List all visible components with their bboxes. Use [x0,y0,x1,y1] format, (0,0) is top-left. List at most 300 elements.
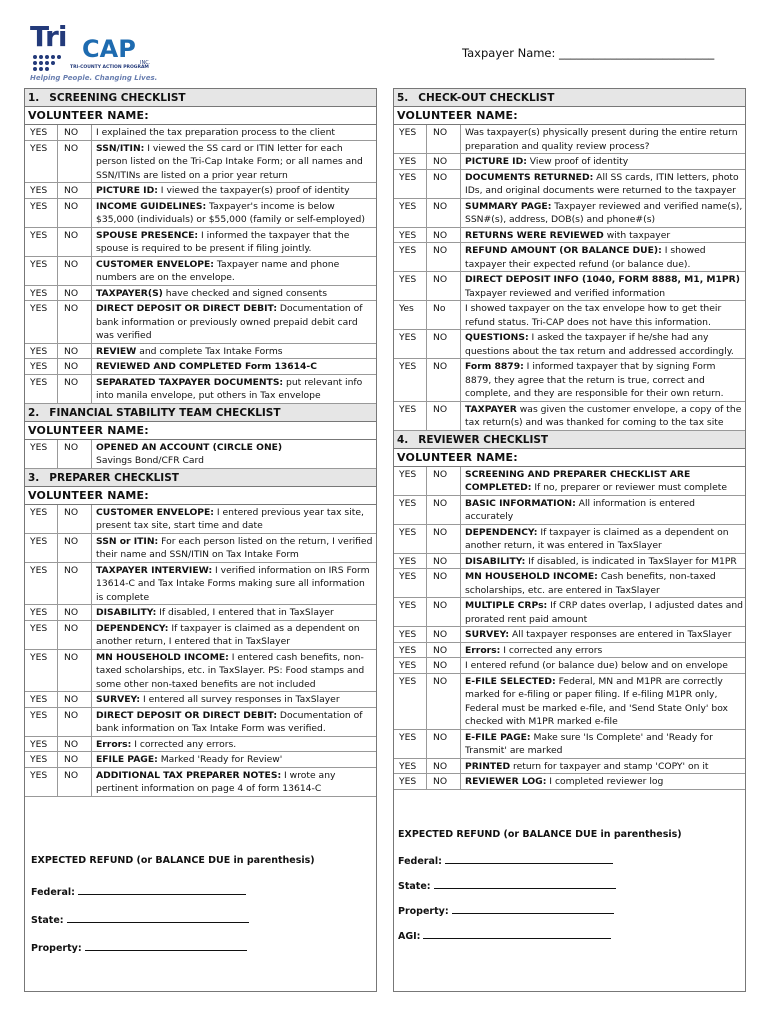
yes-option[interactable]: YES [394,525,427,553]
yes-option[interactable]: YES [394,170,427,198]
yes-option[interactable]: YES [25,286,58,301]
no-option[interactable]: NO [58,563,92,605]
checklist-row [394,301,745,330]
yes-option[interactable]: YES [25,344,58,359]
no-option[interactable]: NO [58,605,92,620]
checklist-item-heading: TAXPAYER INTERVIEW: [96,564,213,576]
no-option[interactable]: NO [58,737,92,752]
checklist-row [25,563,376,606]
checklist-row [394,730,745,759]
federal-field[interactable] [398,854,613,867]
yes-option[interactable]: YES [394,228,427,243]
state-field[interactable] [398,879,616,892]
property-line[interactable] [85,941,247,951]
section-2-header [25,404,376,422]
yes-option[interactable]: YES [394,154,427,169]
yes-option[interactable]: YES [25,183,58,198]
checklist-row [394,125,745,154]
checklist-item-heading: PICTURE ID: [465,156,527,167]
checklist-item-heading: DIRECT DEPOSIT INFO (1040, FORM 8888, M1, M1PR) [465,274,740,285]
checklist-item-heading: E-FILE SELECTED: [465,675,556,687]
checklist-item-heading: Errors: [465,644,501,656]
checklist-row [394,569,745,598]
yes-option[interactable]: YES [394,627,427,642]
checklist-row [25,359,376,375]
checklist-item-text [92,286,376,301]
yes-option[interactable]: YES [25,563,58,605]
checklist-item-description: If no, preparer or reviewer must complete [531,482,727,493]
checklist-item-description: For each person listed on the return, I verified their name and SSN/ITIN on Tax Intake Form [96,535,373,560]
checklist-item-heading: ADDITIONAL TAX PREPARER NOTES: [96,769,282,781]
federal-line[interactable] [445,854,613,864]
checklist-item-description: If disabled, I entered that in TaxSlayer [156,607,334,618]
section-title: SCREENING CHECKLIST [49,92,186,104]
checklist-item-text [92,650,376,692]
checklist-item-text [461,554,745,569]
checklist-item-heading: DEPENDENCY: [465,526,538,538]
federal-field[interactable] [31,885,246,898]
checklist-item-text [92,534,376,562]
checklist-item-description: All information is entered accurately [465,497,695,522]
checklist-item-heading: SSN or ITIN: [96,535,159,547]
yes-option[interactable]: YES [394,272,427,300]
yes-option[interactable]: YES [25,257,58,285]
checklist-item-heading: CUSTOMER ENVELOPE: [96,506,214,518]
checklist-item-text [92,621,376,649]
checklist-item-heading: MN HOUSEHOLD INCOME: [96,651,229,663]
checklist-item-heading: REFUND AMOUNT (OR BALANCE DUE): [465,245,662,256]
taxpayer-name-field[interactable]: Taxpayer Name: ___________________________ [462,46,715,60]
yes-option[interactable]: YES [394,554,427,569]
logo-tri-text: Tri [30,20,67,53]
checklist-row [25,228,376,257]
yes-option[interactable]: YES [394,759,427,774]
checklist-row [25,301,376,344]
yes-option[interactable]: YES [25,708,58,736]
checklist-item-description: Make sure 'Is Complete' and 'Ready for Transmit' are marked [465,731,713,756]
no-option[interactable]: NO [427,359,461,401]
checklist-item-description: I entered refund (or balance due) below and on envelope [465,660,728,671]
checklist-item-description: All taxpayer responses are entered in TaxSlayer [509,629,732,640]
checklist-row [394,554,745,570]
checklist-item-description: Taxpayer name and phone numbers are on the envelope. [96,258,340,283]
checklist-item-text [461,774,745,789]
federal-line[interactable] [78,885,246,895]
yes-option[interactable]: YES [394,658,427,673]
no-option[interactable]: NO [58,141,92,183]
checklist-item-text [92,768,376,796]
property-field[interactable] [31,941,247,954]
checklist-row [394,774,745,790]
checklist-item-text [92,141,376,183]
checklist-item-description: have checked and signed consents [162,287,328,299]
no-option[interactable]: NO [427,154,461,169]
federal-label: Federal: [31,887,75,898]
checklist-item-description: Taxpayer reviewed and verified information [465,287,666,299]
no-option[interactable]: NO [427,674,461,729]
checklist-row [25,534,376,563]
yes-option[interactable]: YES [394,467,427,495]
no-option[interactable]: NO [427,554,461,569]
section-4-header [394,431,745,449]
yes-option[interactable]: YES [394,569,427,597]
federal-label: Federal: [398,856,442,867]
checklist-item-description: Cash benefits, non-taxed scholarships, etc. are entered in TaxSlayer [465,571,716,596]
checklist-item-text [461,658,745,673]
no-option[interactable]: NO [58,534,92,562]
section-number: 5. [397,92,409,104]
section-number: 2. [28,406,40,419]
checklist-item-heading: REVIEWER LOG: [465,776,547,787]
volunteer-name-label: VOLUNTEER NAME: [28,109,149,122]
logo-cap-text: CAP [82,35,136,63]
checklist-item-text [92,228,376,256]
checklist-item-heading: Errors: [96,738,132,750]
no-option[interactable]: NO [58,228,92,256]
checklist-row [394,467,745,496]
checklist-item-heading: DISABILITY: [96,607,157,618]
no-option[interactable]: NO [427,243,461,271]
volunteer-name-field[interactable] [25,422,376,440]
checklist-row [25,752,376,768]
checklist-item-text [461,243,745,271]
section-5-rows [394,125,745,431]
checklist-item-heading: DIRECT DEPOSIT OR DIRECT DEBIT: [96,709,277,721]
no-option[interactable]: NO [58,752,92,767]
agi-field[interactable] [398,929,611,942]
checklist-item-text [461,525,745,553]
tri-cap-logo [30,22,160,84]
no-option[interactable]: NO [58,621,92,649]
expected-refund-label: EXPECTED REFUND (or BALANCE DUE in parenthesis) [398,829,682,840]
no-option[interactable]: NO [427,228,461,243]
checklist-item-heading: PRINTED [465,760,511,772]
checklist-row [394,154,745,170]
yes-option[interactable]: YES [25,301,58,343]
section-3-rows [25,505,376,797]
checklist-item-heading: REVIEWED AND COMPLETED Form 13614-C [96,361,317,372]
checklist-item-description: I wrote any pertinent information on page 4 of form 13614-C [96,769,336,794]
yes-option[interactable]: YES [25,141,58,183]
no-option[interactable]: NO [58,183,92,198]
checklist-item-description: I entered all survey responses in TaxSlayer [140,694,340,705]
no-option[interactable]: NO [427,658,461,673]
checklist-item-text [461,359,745,401]
yes-option[interactable]: YES [394,402,427,430]
checklist-row [394,402,745,431]
checklist-item-description: I informed taxpayer that by signing Form 8879, they agree that the return is true, correct and complete, and they are responsible for their own return. [465,361,724,399]
yes-option[interactable]: YES [25,605,58,620]
yes-option[interactable]: YES [25,752,58,767]
checklist-item-text [92,125,376,140]
checklist-row [394,627,745,643]
checklist-row [394,228,745,244]
yes-option[interactable]: YES [394,774,427,789]
checklist-item-text [92,257,376,285]
checklist-row [25,621,376,650]
yes-option[interactable]: YES [394,199,427,227]
no-option[interactable]: NO [427,170,461,198]
checklist-item-text [461,170,745,198]
checklist-item-text [461,154,745,169]
no-option[interactable]: No [427,301,461,329]
state-label: State: [31,915,64,926]
logo-inc: INC. [140,60,151,66]
checklist-row [394,658,745,674]
checklist-item-text [92,344,376,359]
no-option[interactable]: NO [58,692,92,707]
checklist-item-description: was given the customer envelope, a copy of the tax return(s) and was thanked for coming to the tax site [465,403,742,428]
checklist-item-description: I viewed the SS card or ITIN letter for each person listed on the Tri-Cap Intake Form; or all names and SSN/ITINs are listed on a prior year return [96,142,363,181]
yes-option[interactable]: YES [25,440,58,468]
agi-line[interactable] [423,929,611,939]
checklist-item-heading: Form 8879: [465,361,524,372]
checklist-row [25,183,376,199]
no-option[interactable]: NO [58,375,92,403]
no-option[interactable]: NO [58,199,92,227]
checklist-row [394,170,745,199]
logo-tagline: Helping People. Changing Lives. [30,74,158,82]
no-option[interactable]: NO [427,496,461,524]
checklist-item-heading: E-FILE PAGE: [465,731,531,743]
checklist-row [25,708,376,737]
checklist-row [25,737,376,753]
checklist-item-description: and complete Tax Intake Forms [136,345,283,357]
checklist-item-description: I completed reviewer log [546,776,664,787]
section-1-rows [25,125,376,404]
yes-option[interactable]: YES [25,359,58,374]
no-option[interactable]: NO [427,199,461,227]
checklist-item-heading: DOCUMENTS RETURNED: [465,171,594,183]
yes-option[interactable]: YES [25,228,58,256]
checklist-item-text [461,272,745,300]
checklist-item-text [92,708,376,736]
checklist-item-description: Taxpayer reviewed and verified name(s), SSN#(s), address, DOB(s) and phone#(s) [465,200,743,225]
checklist-item-heading: SCREENING AND PREPARER CHECKLIST ARE COMPLETED: [465,468,691,493]
checklist-item-description: I corrected any errors. [131,738,237,750]
volunteer-name-field[interactable] [394,449,745,467]
checklist-row [25,505,376,534]
checklist-item-description: Documentation of bank information on Tax Intake Form was verified. [96,709,363,734]
volunteer-name-field[interactable] [25,107,376,125]
yes-option[interactable]: YES [394,496,427,524]
checklist-item-text [461,467,745,495]
yes-option[interactable]: YES [25,534,58,562]
yes-option[interactable]: YES [25,199,58,227]
section-title: PREPARER CHECKLIST [49,471,179,484]
checklist-item-text [461,643,745,658]
left-column [24,88,377,992]
checklist-item-description: I informed the taxpayer that the spouse is required to be present if filing jointly. [96,229,350,254]
checklist-item-description: with taxpayer [603,229,671,241]
state-label: State: [398,881,431,892]
no-option[interactable]: NO [58,505,92,533]
checklist-item-heading: OPENED AN ACCOUNT (CIRCLE ONE) [96,441,283,453]
yes-option[interactable]: YES [25,768,58,796]
checklist-item-heading: SSN/ITIN: [96,142,145,154]
no-option[interactable]: NO [58,440,92,468]
section-5-header [394,89,745,107]
property-field[interactable] [398,904,614,917]
checklist-item-description: Taxpayer's income is below $35,000 (individuals) or $55,000 (family or self-employed) [96,200,365,225]
checklist-row [394,674,745,730]
yes-option[interactable]: YES [25,505,58,533]
checklist-item-description: If disabled, is indicated in TaxSlayer for M1PR [525,555,737,567]
no-option[interactable]: NO [427,643,461,658]
checklist-item-text [461,759,745,774]
state-line[interactable] [67,913,249,923]
checklist-item-text [461,730,745,758]
yes-option[interactable]: YES [394,674,427,729]
checklist-item-heading: MULTIPLE CRPs: [465,600,548,611]
no-option[interactable]: NO [427,759,461,774]
yes-option[interactable]: YES [25,621,58,649]
state-line[interactable] [434,879,616,889]
checklist-row [25,605,376,621]
checklist-item-description: Was taxpayer(s) physically present during the entire return preparation and quality review process? [465,127,738,152]
property-label: Property: [398,906,449,917]
checklist-item-heading: TAXPAYER(S) [96,287,163,299]
yes-option[interactable]: YES [394,243,427,271]
checklist-item-text [461,674,745,729]
volunteer-name-label: VOLUNTEER NAME: [28,488,149,502]
volunteer-name-label: VOLUNTEER NAME: [397,109,518,122]
agi-label: AGI: [398,931,421,942]
no-option[interactable]: NO [58,257,92,285]
no-option[interactable]: NO [427,730,461,758]
checklist-item-heading: DISABILITY: [465,555,526,567]
checklist-item-description: I corrected any errors [500,644,603,656]
checklist-item-description: Federal, MN and M1PR are correctly marked for e-filing or paper filing. If e-filing M1PR only, Federal must be marked e-file, and 'Send State Only' box checked with M1PR marked e-file [465,675,728,727]
yes-option[interactable]: YES [25,737,58,752]
no-option[interactable]: NO [58,768,92,796]
yes-option[interactable]: YES [394,598,427,626]
checklist-item-heading: QUESTIONS: [465,332,529,343]
section-number: 3. [28,471,40,484]
checklist-item-description: Documentation of bank information or previously owned prepaid debit card was verified [96,303,363,341]
checklist-item-text [461,199,745,227]
checklist-item-heading: BASIC INFORMATION: [465,497,576,509]
checklist-item-heading: DIRECT DEPOSIT OR DIRECT DEBIT: [96,303,277,314]
checklist-row [394,598,745,627]
volunteer-name-label: VOLUNTEER NAME: [28,423,149,437]
yes-option[interactable]: YES [394,643,427,658]
no-option[interactable]: NO [427,330,461,358]
no-option[interactable]: NO [58,301,92,343]
checklist-row [394,199,745,228]
yes-option[interactable]: YES [394,359,427,401]
checklist-item-description: All SS cards, ITIN letters, photo IDs, and original documents were returned to the taxpayer [465,171,739,196]
checklist-item-heading: SURVEY: [96,694,141,705]
checklist-item-description: I entered cash benefits, non-taxed scholarships, etc. in TaxSlayer. PS: Food stamps and some other non-taxed benefits are not included [96,651,365,690]
section-4-rows [394,467,745,790]
checklist-row [25,692,376,708]
no-option[interactable]: NO [58,359,92,374]
checklist-item-heading: SEPARATED TAXPAYER DOCUMENTS: [96,376,284,388]
checklist-item-heading: INCOME GUIDELINES: [96,200,207,212]
checklist-item-options[interactable]: Savings Bond/CFR Card [96,455,204,466]
checklist-item-text [92,183,376,198]
section-1-header [25,89,376,107]
no-option[interactable]: NO [427,627,461,642]
no-option[interactable]: NO [58,286,92,301]
checklist-item-text [461,569,745,597]
no-option[interactable]: NO [427,272,461,300]
right-column [393,88,746,992]
volunteer-name-label: VOLUNTEER NAME: [397,450,518,464]
no-option[interactable]: NO [58,650,92,692]
checklist-row [394,359,745,402]
checklist-item-text [461,496,745,524]
no-option[interactable]: NO [427,125,461,153]
yes-option[interactable]: YES [25,692,58,707]
checklist-item-description: I viewed the taxpayer(s) proof of identity [157,185,350,196]
checklist-row [394,330,745,359]
property-line[interactable] [452,904,614,914]
checklist-item-text [92,440,376,468]
no-option[interactable]: NO [58,708,92,736]
checklist-item-text [92,752,376,767]
checklist-row [394,643,745,659]
no-option[interactable]: NO [427,774,461,789]
section-number: 1. [28,92,40,104]
no-option[interactable]: NO [427,598,461,626]
no-option[interactable]: NO [427,569,461,597]
yes-option[interactable]: YES [25,650,58,692]
checklist-item-text [461,301,745,329]
checklist-item-text [92,605,376,620]
yes-option[interactable]: Yes [394,301,427,329]
checklist-row [394,759,745,775]
state-field[interactable] [31,913,249,926]
logo-org-name: TRI-COUNTY ACTION PROGRAM [70,65,149,70]
checklist-row [394,243,745,272]
no-option[interactable]: NO [58,344,92,359]
checklist-row [25,440,376,469]
checklist-item-heading: EFILE PAGE: [96,754,158,765]
no-option[interactable]: NO [427,402,461,430]
checklist-item-text [92,199,376,227]
no-option[interactable]: NO [427,525,461,553]
volunteer-name-field[interactable] [394,107,745,125]
checklist-item-description: If taxpayer is claimed as a dependent on another return, it was entered in TaxSlayer [465,526,729,551]
checklist-item-description: I asked the taxpayer if he/she had any questions about the tax return and addressed accordingly. [465,332,734,357]
checklist-item-heading: TAXPAYER [465,403,517,415]
yes-option[interactable]: YES [25,375,58,403]
yes-option[interactable]: YES [394,125,427,153]
section-3-header [25,469,376,487]
checklist-item-text [92,359,376,374]
section-number: 4. [397,433,409,446]
no-option[interactable]: NO [58,125,92,140]
yes-option[interactable]: YES [394,730,427,758]
yes-option[interactable]: YES [25,125,58,140]
checklist-item-description: I showed taxpayer on the tax envelope how to get their refund status. Tri-CAP does not have this information. [465,303,722,328]
checklist-item-text [461,330,745,358]
yes-option[interactable]: YES [394,330,427,358]
checklist-item-description: put relevant info into manila envelope, put others in Tax envelope [96,376,363,401]
checklist-item-description: View proof of identity [526,156,629,167]
checklist-row [394,272,745,301]
checklist-item-heading: SUMMARY PAGE: [465,200,552,212]
checklist-item-heading: DEPENDENCY: [96,622,169,634]
logo-dots-icon [32,54,66,72]
checklist-item-description: I entered previous year tax site, present tax site, start time and date [96,506,364,531]
checklist-item-heading: CUSTOMER ENVELOPE: [96,258,214,270]
volunteer-name-field[interactable] [25,487,376,505]
checklist-item-text [461,598,745,626]
no-option[interactable]: NO [427,467,461,495]
